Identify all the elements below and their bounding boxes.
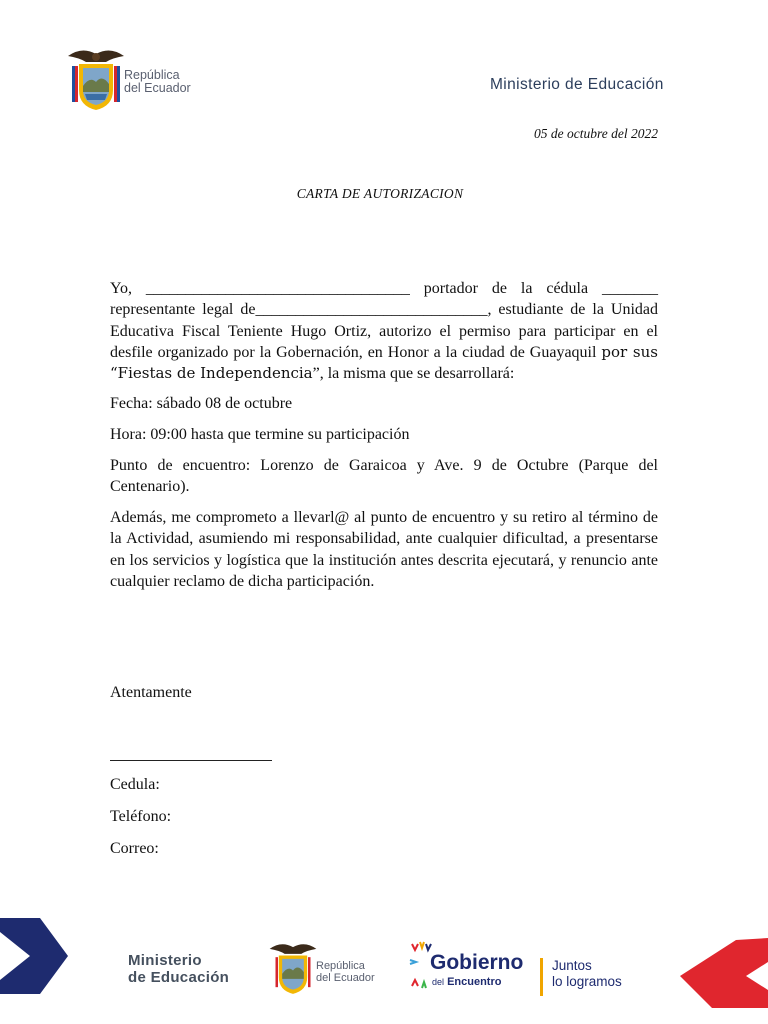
republica-line2: del Ecuador [124, 81, 191, 95]
ministerio-header: Ministerio de Educación [490, 76, 664, 93]
letter-body [110, 278, 658, 592]
juntos-line1: Juntos [552, 958, 592, 973]
encuentro-text: Encuentro [447, 976, 502, 988]
juntos-line2: lo logramos [552, 974, 622, 989]
fecha-line: Fecha: sábado 08 de octubre [110, 395, 293, 413]
gold-divider [540, 958, 543, 996]
republica-label [124, 69, 191, 95]
juntos-slogan [552, 958, 622, 990]
del-encuentro-wordmark [432, 976, 501, 988]
punto-line: Punto de encuentro: Lorenzo de Garaicoa y Ave. 9 de Octubre (Parque del Centenario). [110, 457, 658, 496]
footer-republica [316, 960, 375, 984]
hora-line: Hora: 09:00 hasta que termine su participación [110, 426, 410, 444]
correo-field: Correo: [110, 840, 159, 857]
footer-republica-line2: del Ecuador [316, 972, 375, 984]
footer-ministerio-line1: Ministerio [128, 952, 202, 969]
p1-fiestas: por sus “Fiestas de Independencia [110, 342, 658, 383]
p1-text-1: Yo, _________________________________ portador de la cédula _______ representante legal de_____________________________, estudiante de la Unidad Educativa Fiscal Teniente Hugo Ortiz, autorizo el permiso para participar en el desfile organizado por la Gobernación, en Honor a la ciudad de Guayaquil [110, 280, 658, 361]
telefono-field: Teléfono: [110, 808, 172, 825]
letter-date: 05 de octubre del 2022 [534, 126, 658, 141]
footer-ministerio [128, 952, 229, 986]
coat-of-arms-icon [66, 46, 126, 112]
compromiso-paragraph: Además, me comprometo a llevarl@ al punto de encuentro y su retiro al término de la Actividad, asumiendo mi responsabilidad, ante cualquier dificultad, a presentarse en los servicios y logística que la institución antes descrita ejecutará, y renuncio ante cualquier reclamo de dicha participación. [110, 509, 658, 591]
cedula-field: Cedula: [110, 776, 160, 793]
letter-title: CARTA DE AUTORIZACION [296, 186, 464, 201]
authorization-paragraph [110, 278, 658, 384]
republica-ecuador-logo [66, 46, 216, 112]
gobierno-wordmark: Gobierno [430, 951, 524, 974]
footer-coat-of-arms-icon [268, 940, 318, 996]
footer-ministerio-line2: de Educación [128, 969, 230, 986]
republica-line1: República [124, 68, 180, 82]
footer-republica-line1: República [316, 960, 365, 972]
red-chevron-decoration [676, 936, 768, 1010]
closing: Atentamente [110, 684, 192, 701]
p1-text-2: ”, la misma que se desarrollará: [312, 365, 515, 383]
navy-chevron-decoration [0, 916, 70, 996]
signature-line [110, 744, 272, 761]
del-text: del [432, 977, 445, 987]
